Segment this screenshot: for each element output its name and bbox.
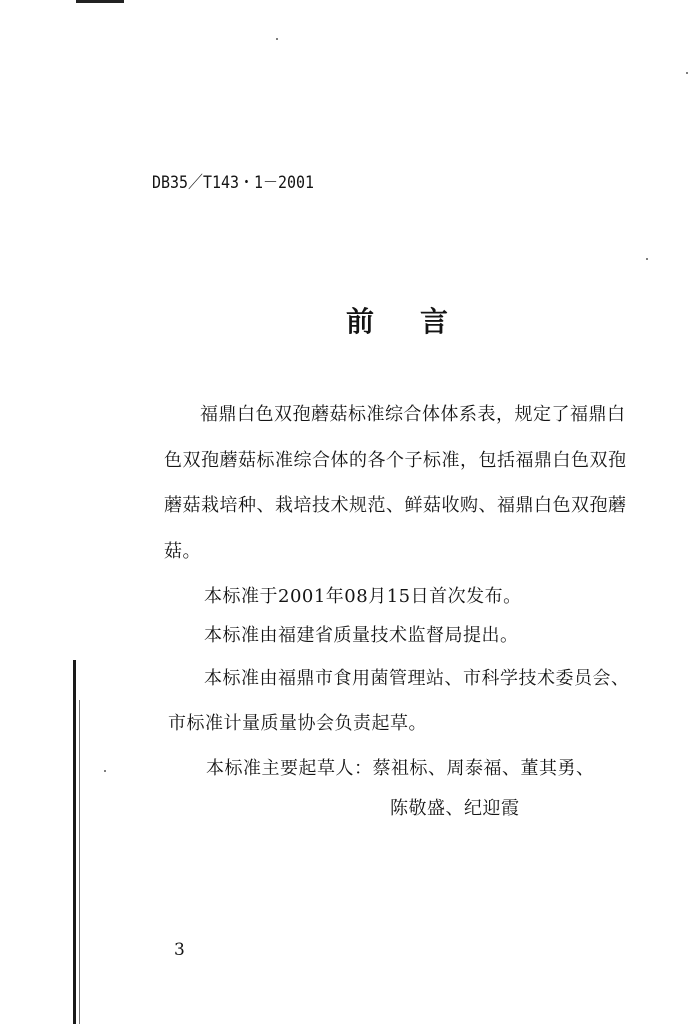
scan-speck bbox=[276, 38, 278, 40]
binding-edge-line bbox=[73, 660, 76, 1024]
paragraph-line: 市标准计量质量协会负责起草。 bbox=[168, 713, 427, 734]
paragraph-line: 蘑菇栽培种、栽培技术规范、鲜菇收购、福鼎白色双孢蘑 bbox=[164, 495, 627, 516]
standard-code: DB35／T143・1－2001 bbox=[152, 173, 314, 193]
paragraph-line: 色双孢蘑菇标准综合体的各个子标准，包括福鼎白色双孢 bbox=[164, 450, 627, 471]
scan-speck bbox=[686, 72, 688, 74]
page-number: 3 bbox=[174, 940, 185, 960]
paragraph-line: 本标准于2001年08月15日首次发布。 bbox=[204, 586, 522, 607]
paragraph-line: 菇。 bbox=[164, 541, 201, 562]
paragraph-line: 本标准主要起草人：蔡祖标、周泰福、董其勇、 bbox=[206, 758, 595, 779]
scan-speck bbox=[646, 258, 648, 260]
paragraph-line: 本标准由福建省质量技术监督局提出。 bbox=[204, 625, 519, 646]
scan-edge-mark bbox=[76, 0, 124, 3]
page-title: 前言 bbox=[346, 305, 495, 338]
paragraph-line: 本标准由福鼎市食用菌管理站、市科学技术委员会、 bbox=[204, 668, 630, 689]
paragraph-line: 陈敬盛、纪迎霞 bbox=[390, 798, 520, 819]
scan-speck bbox=[104, 770, 106, 772]
binding-edge-line-faint bbox=[79, 700, 80, 1024]
paragraph-line: 福鼎白色双孢蘑菇标准综合体体系表，规定了福鼎白 bbox=[200, 404, 626, 425]
